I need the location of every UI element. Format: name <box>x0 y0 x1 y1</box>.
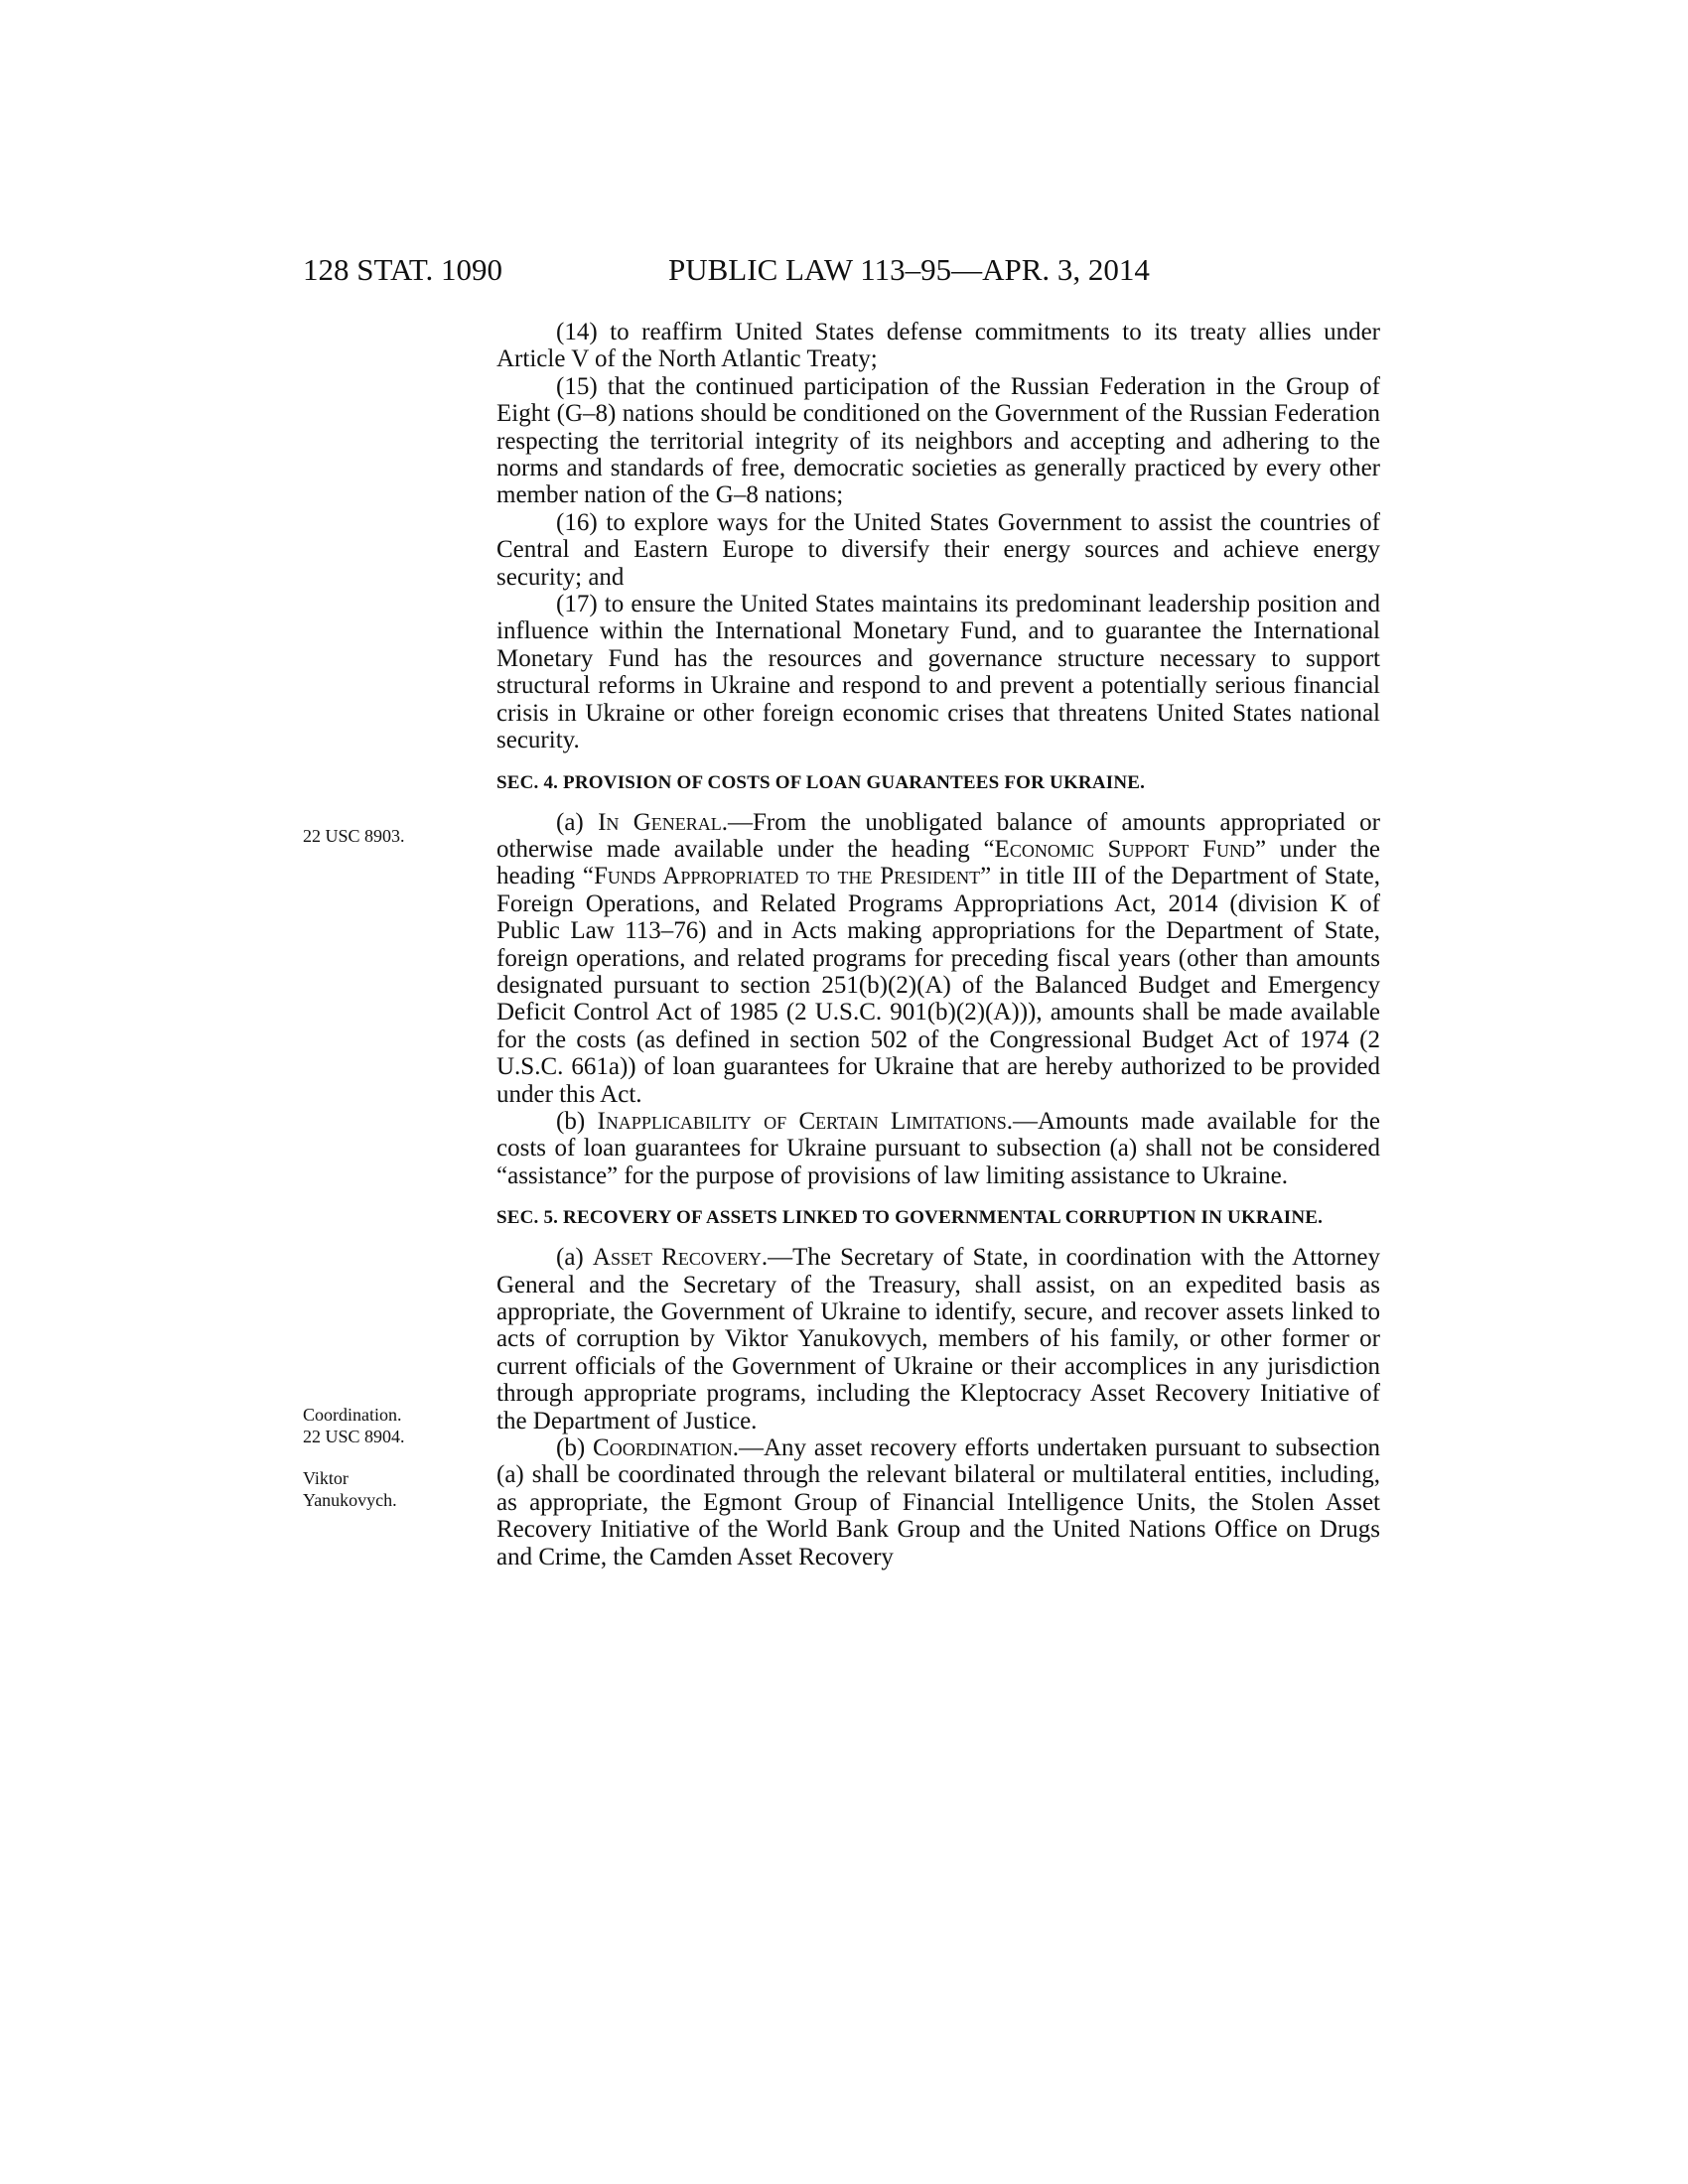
subsection-text: —The Secretary of State, in coordination with the Attorney General and the Secretary of the Treasury, shall assist, on an expedited basis as appropriate, the Government of Ukraine to identify, secure, and recover assets linked to acts of corruption by Viktor Yanukovych, members of his family, or other former or current officials of the Government of Ukraine or their accomplices in any jurisdiction through appropriate programs, including the Kleptocracy Asset Recovery Initiative of the Department of Justice. <box>496 1244 1381 1434</box>
subsection-text: —Amounts made available for the costs of loan guarantees for Ukraine pursuant to subsection (a) shall not be considered “assistance” for the purpose of provisions of law limiting assistance to Ukraine. <box>496 1107 1381 1189</box>
margin-note-line: Viktor <box>303 1468 349 1488</box>
subsection-label: (a) <box>556 808 584 836</box>
paragraph-15: (15) that the continued participation of the Russian Federation in the Group of Eight (G–8) nations should be conditioned on the Government of the Russian Federation respecting the territorial integrity of its neighbors and accepting and adhering to the norms and standards of free, democratic societies as generally practiced by every other member nation of the G–8 nations; <box>496 372 1380 509</box>
section-4-subsection-a <box>496 809 1380 1108</box>
margin-note-line: 22 USC 8904. <box>303 1427 405 1446</box>
subsection-text: —From the unobligated balance of amounts appropriated or otherwise made available under the heading “ <box>496 808 1381 863</box>
heading-reference: Funds Appropriated to the President <box>593 863 981 890</box>
section-5-subsection-b <box>496 1434 1380 1570</box>
page-header <box>0 250 1688 290</box>
paragraph-14: (14) to reaffirm United States defense commitments to its treaty allies under Article V of the North Atlantic Treaty; <box>496 319 1380 373</box>
paragraph-16: (16) to explore ways for the United States Government to assist the countries of Central and Eastern Europe to diversify their energy sources and achieve energy security; and <box>496 508 1380 591</box>
margin-note-sec4-citation <box>303 825 472 847</box>
margin-note-yanukovych <box>303 1467 472 1511</box>
subsection-label: (b) <box>556 1434 586 1462</box>
subsection-heading: Asset Recovery. <box>592 1244 769 1272</box>
margin-note-sec5-citation <box>303 1404 472 1447</box>
margin-note-line: Coordination. <box>303 1405 402 1425</box>
subsection-label: (b) <box>556 1107 586 1135</box>
public-law-title: PUBLIC LAW 113–95—APR. 3, 2014 <box>668 252 1150 287</box>
margin-note-line: 22 USC 8903. <box>303 826 405 846</box>
main-text-column <box>496 319 1380 1570</box>
section-5-heading: SEC. 5. RECOVERY OF ASSETS LINKED TO GOVERNMENTAL CORRUPTION IN UKRAINE. <box>496 1207 1324 1229</box>
subsection-heading: In General. <box>598 808 729 836</box>
paragraph-17: (17) to ensure the United States maintains its predominant leadership position and influence within the International Monetary Fund, and to guarantee the International Monetary Fund has the resources and governance structure necessary to support structural reforms in Ukraine and respond to and prevent a potentially serious financial crisis in Ukraine or other foreign economic crises that threatens United States national security. <box>496 591 1380 754</box>
subsection-text: —Any asset recovery efforts undertaken pursuant to subsection (a) shall be coordinated through the relevant bilateral or multilateral entities, including, as appropriate, the Egmont Group of Financial Intelligence Units, the Stolen Asset Recovery Initiative of the World Bank Group and the United Nations Office on Drugs and Crime, the Camden Asset Recovery <box>496 1434 1381 1570</box>
subsection-heading: Inapplicability of Certain Limitations. <box>597 1107 1013 1135</box>
subsection-label: (a) <box>556 1244 584 1272</box>
section-5-subsection-a <box>496 1244 1380 1434</box>
subsection-text: ” in title III of the Department of State, Foreign Operations, and Related Programs Appropriations Act, 2014 (division K of Public Law 113–76) and in Acts making appropriations for the Department of State, foreign operations, and related programs for preceding fiscal years (other than amounts designated pursuant to section 251(b)(2)(A) of the Balanced Budget and Emergency Deficit Control Act of 1985 (2 U.S.C. 901(b)(2)(A))), amounts shall be made available for the costs (as defined in section 502 of the Congressional Budget Act of 1974 (2 U.S.C. 661a)) of loan guarantees for Ukraine that are hereby authorized to be provided under this Act. <box>496 863 1380 1108</box>
subsection-heading: Coordination. <box>593 1434 739 1462</box>
heading-reference: Economic Support Fund <box>994 835 1255 863</box>
section-4-subsection-b <box>496 1108 1380 1189</box>
margin-note-line: Yanukovych. <box>303 1490 397 1510</box>
section-4-heading: SEC. 4. PROVISION OF COSTS OF LOAN GUARANTEES FOR UKRAINE. <box>496 771 1146 793</box>
statute-page-reference: 128 STAT. 1090 <box>303 252 503 287</box>
subsection-text: ” under the heading “ <box>496 835 1380 890</box>
